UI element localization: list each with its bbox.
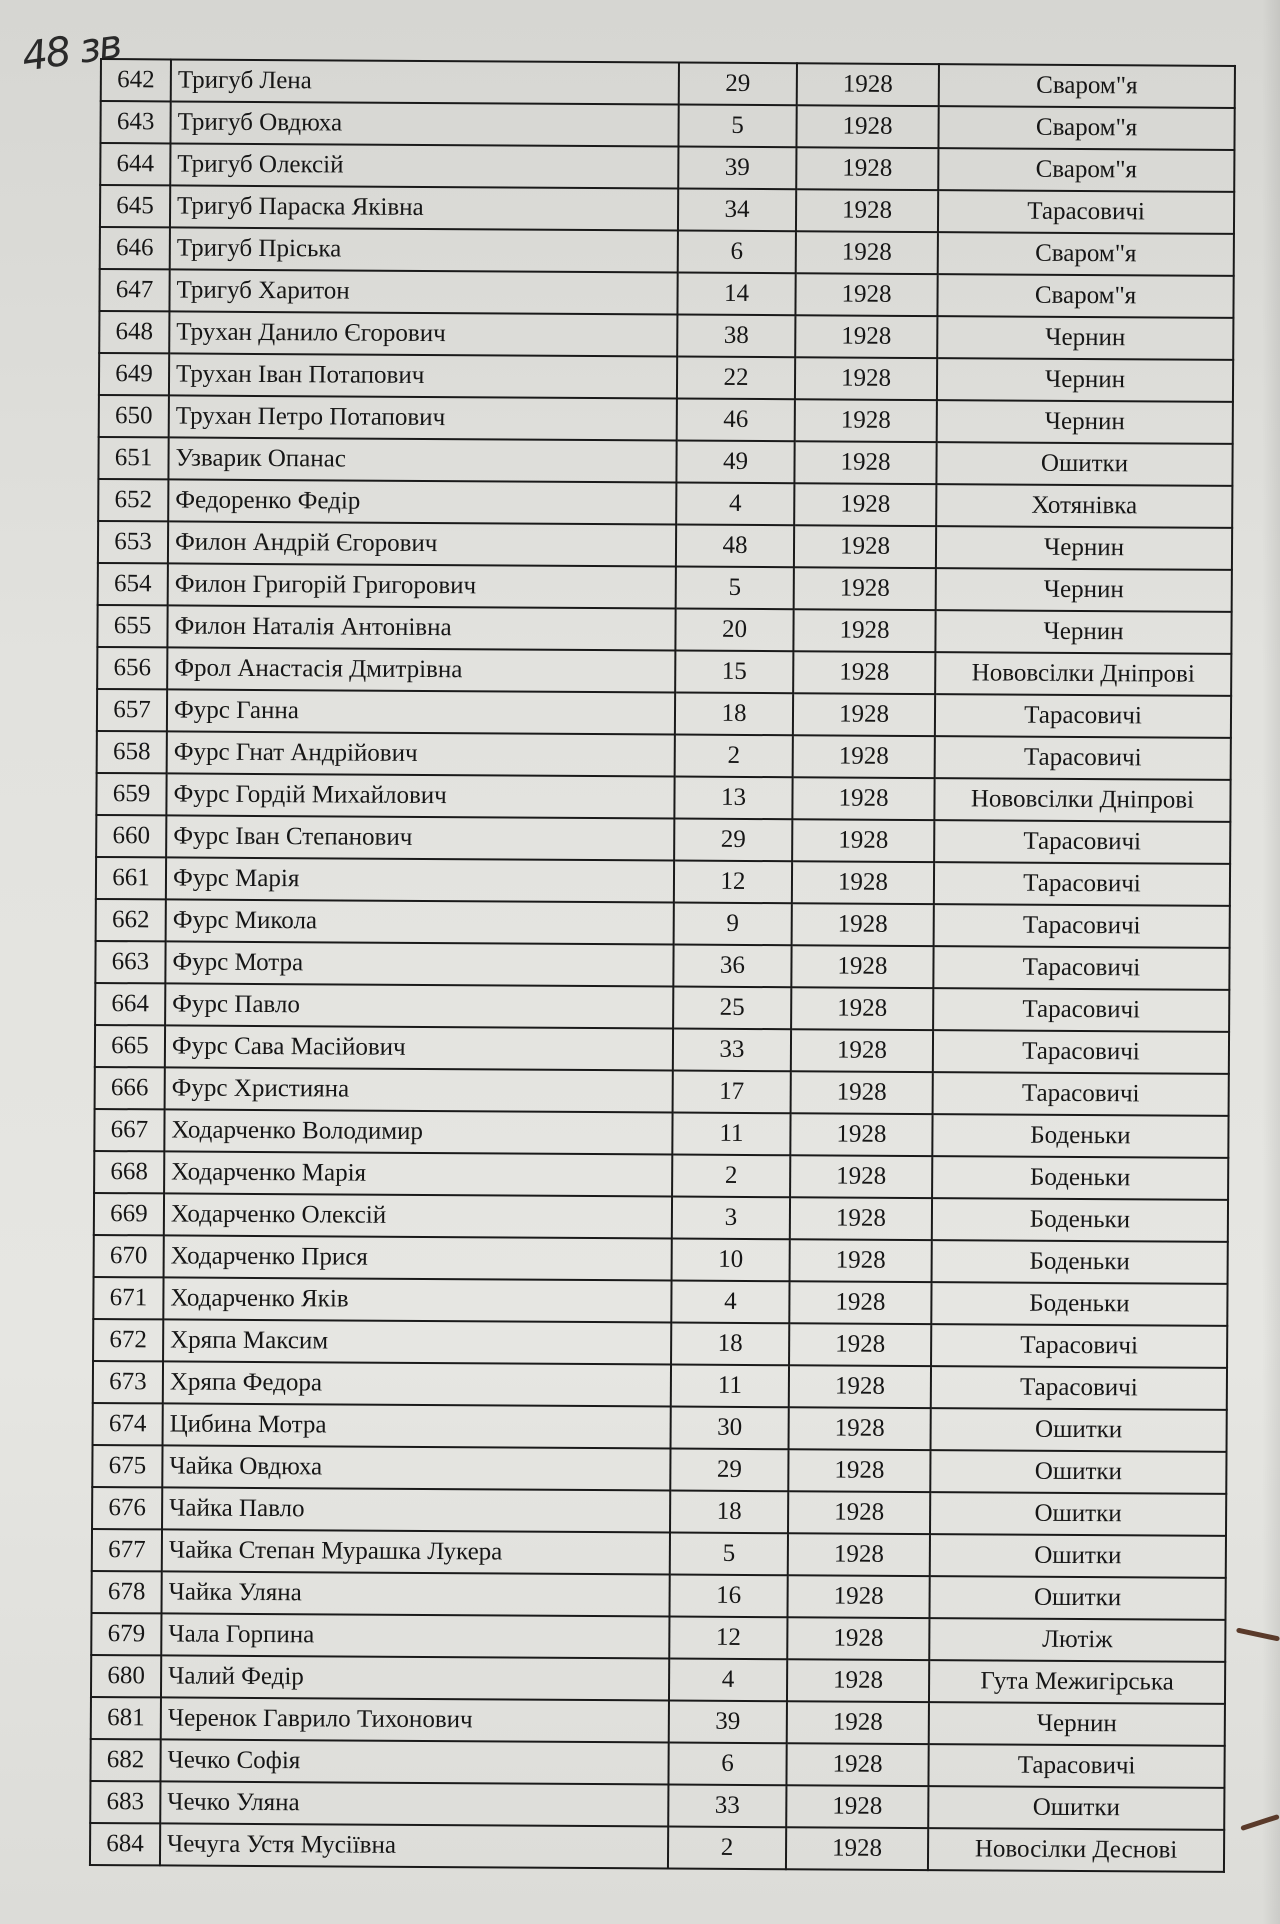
person-name: Филон Григорій Григорович [168, 563, 676, 608]
table-row [100, 185, 1234, 234]
table-row [94, 1235, 1228, 1284]
record-number: 660 [96, 815, 166, 857]
person-age: 33 [668, 1785, 786, 1828]
records-table-wrapper [89, 58, 1222, 1873]
person-name: Чайка Павло [162, 1487, 670, 1532]
person-name: Тригуб Лена [171, 59, 679, 104]
table-row [96, 773, 1230, 822]
table-row [92, 1445, 1226, 1494]
record-year: 1928 [790, 1197, 932, 1240]
record-number: 657 [97, 689, 167, 731]
record-number: 672 [93, 1319, 163, 1361]
place-name: Ошитки [930, 1534, 1226, 1578]
record-number: 651 [98, 437, 168, 479]
record-number: 642 [101, 59, 171, 101]
person-age: 33 [673, 1029, 791, 1072]
place-name: Чернин [929, 1702, 1225, 1746]
person-name: Чалий Федір [161, 1655, 669, 1700]
table-row [99, 311, 1233, 360]
person-age: 46 [677, 399, 795, 442]
table-row [100, 227, 1234, 276]
table-row [97, 605, 1231, 654]
person-name: Фурс Гордій Михайлович [166, 773, 674, 818]
record-year: 1928 [789, 1407, 931, 1450]
record-number: 655 [97, 605, 167, 647]
table-row [93, 1319, 1227, 1368]
person-name: Фурс Микола [166, 899, 674, 944]
place-name: Тарасовичі [931, 1366, 1227, 1410]
person-age: 5 [676, 567, 794, 610]
person-age: 18 [671, 1323, 789, 1366]
person-name: Ходарченко Марія [164, 1151, 672, 1196]
person-age: 10 [672, 1239, 790, 1282]
person-name: Ходарченко Яків [163, 1277, 671, 1322]
place-name: Боденьки [932, 1198, 1228, 1242]
person-age: 22 [677, 357, 795, 400]
place-name: Ошитки [936, 442, 1232, 486]
place-name: Чернин [937, 316, 1233, 360]
person-age: 5 [670, 1533, 788, 1576]
person-age: 30 [671, 1407, 789, 1450]
person-name: Фурс Марія [166, 857, 674, 902]
record-number: 656 [97, 647, 167, 689]
person-age: 17 [673, 1071, 791, 1114]
place-name: Сваром"я [938, 148, 1234, 192]
place-name: Чернин [936, 526, 1232, 570]
table-row [99, 269, 1233, 318]
person-age: 3 [672, 1197, 790, 1240]
place-name: Тарасовичі [933, 946, 1229, 990]
place-name: Чернин [935, 610, 1231, 654]
person-age: 12 [669, 1617, 787, 1660]
record-year: 1928 [790, 1113, 932, 1156]
table-row [94, 1109, 1228, 1158]
person-name: Тригуб Пріська [170, 227, 678, 272]
person-name: Хряпа Максим [163, 1319, 671, 1364]
place-name: Сваром"я [938, 106, 1234, 150]
table-row [94, 1151, 1228, 1200]
person-age: 2 [675, 735, 793, 778]
record-number: 674 [93, 1403, 163, 1445]
record-year: 1928 [786, 1743, 928, 1786]
record-year: 1928 [788, 1533, 930, 1576]
table-row [91, 1613, 1225, 1662]
person-name: Узварик Опанас [168, 437, 676, 482]
person-name: Чечко Софія [160, 1739, 668, 1784]
table-row [97, 647, 1231, 696]
record-number: 665 [95, 1025, 165, 1067]
record-year: 1928 [796, 189, 938, 232]
person-age: 49 [676, 441, 794, 484]
person-age: 25 [673, 987, 791, 1030]
record-number: 646 [100, 227, 170, 269]
person-age: 16 [669, 1575, 787, 1618]
table-row [98, 437, 1232, 486]
person-age: 38 [677, 315, 795, 358]
person-age: 4 [676, 483, 794, 526]
person-name: Фурс Гнат Андрійович [167, 731, 675, 776]
place-name: Ошитки [929, 1576, 1225, 1620]
record-year: 1928 [791, 987, 933, 1030]
person-name: Фурс Мотра [165, 941, 673, 986]
person-name: Чала Горпина [161, 1613, 669, 1658]
record-year: 1928 [790, 1155, 932, 1198]
person-name: Фурс Павло [165, 983, 673, 1028]
table-row [98, 521, 1232, 570]
record-year: 1928 [796, 147, 938, 190]
record-number: 664 [95, 983, 165, 1025]
person-name: Чечуга Устя Мусіївна [160, 1823, 668, 1868]
record-number: 677 [92, 1529, 162, 1571]
place-name: Тарасовичі [933, 1072, 1229, 1116]
place-name: Нововсілки Дніпрові [935, 652, 1231, 696]
table-row [96, 899, 1230, 948]
place-name: Чернин [937, 358, 1233, 402]
table-row [92, 1571, 1226, 1620]
record-number: 658 [97, 731, 167, 773]
table-row [94, 1193, 1228, 1242]
table-row [95, 1067, 1229, 1116]
place-name: Новосілки Деснові [928, 1828, 1224, 1872]
person-name: Чайка Уляна [161, 1571, 669, 1616]
table-row [91, 1655, 1225, 1704]
records-table-body [90, 59, 1235, 1872]
records-table [89, 58, 1236, 1873]
record-number: 659 [96, 773, 166, 815]
person-name: Фурс Іван Степанович [166, 815, 674, 860]
record-number: 679 [91, 1613, 161, 1655]
record-number: 661 [96, 857, 166, 899]
record-number: 667 [94, 1109, 164, 1151]
record-number: 666 [95, 1067, 165, 1109]
record-number: 682 [90, 1739, 160, 1781]
table-row [99, 395, 1233, 444]
person-name: Фурс Ганна [167, 689, 675, 734]
record-number: 683 [90, 1781, 160, 1823]
person-age: 13 [674, 777, 792, 820]
table-row [90, 1823, 1224, 1872]
record-year: 1928 [787, 1617, 929, 1660]
place-name: Тарасовичі [934, 904, 1230, 948]
table-row [101, 59, 1235, 108]
person-age: 2 [668, 1827, 786, 1870]
place-name: Сваром"я [938, 232, 1234, 276]
record-year: 1928 [789, 1281, 931, 1324]
person-name: Чайка Степан Мурашка Лукера [162, 1529, 670, 1574]
table-row [96, 857, 1230, 906]
person-age: 20 [675, 609, 793, 652]
record-number: 681 [91, 1697, 161, 1739]
record-year: 1928 [794, 483, 936, 526]
place-name: Хотянівка [936, 484, 1232, 528]
record-year: 1928 [796, 231, 938, 274]
table-row [97, 731, 1231, 780]
table-row [98, 563, 1232, 612]
record-number: 684 [90, 1823, 160, 1865]
place-name: Тарасовичі [935, 736, 1231, 780]
record-year: 1928 [795, 315, 937, 358]
record-number: 668 [94, 1151, 164, 1193]
person-name: Фурс Християна [165, 1067, 673, 1112]
record-year: 1928 [788, 1449, 930, 1492]
person-age: 29 [674, 819, 792, 862]
record-year: 1928 [789, 1365, 931, 1408]
place-name: Чернин [936, 568, 1232, 612]
person-age: 39 [678, 147, 796, 190]
table-row [96, 815, 1230, 864]
place-name: Лютіж [929, 1618, 1225, 1662]
table-row [93, 1361, 1227, 1410]
place-name: Боденьки [932, 1114, 1228, 1158]
person-age: 39 [669, 1701, 787, 1744]
person-name: Хряпа Федора [163, 1361, 671, 1406]
place-name: Тарасовичі [934, 862, 1230, 906]
record-number: 654 [98, 563, 168, 605]
record-year: 1928 [795, 273, 937, 316]
record-year: 1928 [794, 567, 936, 610]
record-year: 1928 [793, 735, 935, 778]
table-row [92, 1529, 1226, 1578]
record-number: 670 [94, 1235, 164, 1277]
record-year: 1928 [792, 861, 934, 904]
record-year: 1928 [790, 1239, 932, 1282]
place-name: Тарасовичі [935, 694, 1231, 738]
table-row [95, 1025, 1229, 1074]
record-number: 644 [100, 143, 170, 185]
person-age: 48 [676, 525, 794, 568]
table-row [98, 479, 1232, 528]
record-year: 1928 [793, 651, 935, 694]
record-year: 1928 [797, 63, 939, 106]
record-number: 662 [96, 899, 166, 941]
table-row [100, 101, 1234, 150]
person-name: Трухан Петро Потапович [169, 395, 677, 440]
person-age: 36 [673, 945, 791, 988]
person-age: 18 [670, 1491, 788, 1534]
person-name: Трухан Данило Єгорович [169, 311, 677, 356]
person-name: Тригуб Олексій [170, 143, 678, 188]
record-year: 1928 [793, 693, 935, 736]
person-name: Черенок Гаврило Тихонович [161, 1697, 669, 1742]
record-year: 1928 [792, 903, 934, 946]
place-name: Тарасовичі [934, 820, 1230, 864]
person-age: 4 [669, 1659, 787, 1702]
place-name: Чернин [937, 400, 1233, 444]
person-age: 11 [671, 1365, 789, 1408]
record-year: 1928 [792, 819, 934, 862]
record-year: 1928 [788, 1491, 930, 1534]
record-number: 648 [99, 311, 169, 353]
person-age: 11 [672, 1113, 790, 1156]
place-name: Нововсілки Дніпрові [934, 778, 1230, 822]
person-name: Федоренко Федір [168, 479, 676, 524]
record-number: 676 [92, 1487, 162, 1529]
table-row [91, 1697, 1225, 1746]
person-name: Ходарченко Прися [164, 1235, 672, 1280]
person-name: Чайка Овдюха [162, 1445, 670, 1490]
table-row [100, 143, 1234, 192]
person-name: Филон Андрій Єгорович [168, 521, 676, 566]
record-year: 1928 [791, 1029, 933, 1072]
person-name: Тригуб Параска Яківна [170, 185, 678, 230]
place-name: Гута Межигірська [929, 1660, 1225, 1704]
person-age: 29 [679, 63, 797, 106]
person-age: 14 [677, 273, 795, 316]
table-row [92, 1487, 1226, 1536]
table-row [90, 1781, 1224, 1830]
place-name: Тарасовичі [938, 190, 1234, 234]
person-name: Фрол Анастасія Дмитрівна [167, 647, 675, 692]
record-year: 1928 [794, 525, 936, 568]
person-name: Чечко Уляна [160, 1781, 668, 1826]
place-name: Ошитки [931, 1408, 1227, 1452]
table-row [93, 1277, 1227, 1326]
person-age: 34 [678, 189, 796, 232]
record-number: 653 [98, 521, 168, 563]
table-row [95, 941, 1229, 990]
record-year: 1928 [789, 1323, 931, 1366]
place-name: Тарасовичі [933, 1030, 1229, 1074]
person-name: Ходарченко Володимир [164, 1109, 672, 1154]
record-year: 1928 [787, 1659, 929, 1702]
record-year: 1928 [793, 609, 935, 652]
record-number: 649 [99, 353, 169, 395]
record-year: 1928 [791, 1071, 933, 1114]
place-name: Боденьки [932, 1156, 1228, 1200]
record-number: 671 [93, 1277, 163, 1319]
place-name: Сваром"я [937, 274, 1233, 318]
place-name: Тарасовичі [933, 988, 1229, 1032]
person-name: Трухан Іван Потапович [169, 353, 677, 398]
person-age: 6 [668, 1743, 786, 1786]
place-name: Ошитки [930, 1450, 1226, 1494]
record-year: 1928 [791, 945, 933, 988]
place-name: Боденьки [931, 1282, 1227, 1326]
person-name: Тригуб Овдюха [170, 101, 678, 146]
person-name: Ходарченко Олексій [164, 1193, 672, 1238]
person-name: Филон Наталія Антонівна [167, 605, 675, 650]
record-year: 1928 [792, 777, 934, 820]
person-name: Цибина Мотра [163, 1403, 671, 1448]
table-row [93, 1403, 1227, 1452]
record-year: 1928 [786, 1827, 928, 1870]
record-number: 669 [94, 1193, 164, 1235]
record-number: 643 [100, 101, 170, 143]
table-row [90, 1739, 1224, 1788]
handwritten-page-number: 48 зв [19, 21, 124, 81]
record-number: 645 [100, 185, 170, 227]
person-age: 2 [672, 1155, 790, 1198]
place-name: Ошитки [928, 1786, 1224, 1830]
person-name: Тригуб Харитон [169, 269, 677, 314]
place-name: Ошитки [930, 1492, 1226, 1536]
person-age: 6 [678, 231, 796, 274]
place-name: Тарасовичі [928, 1744, 1224, 1788]
table-row [95, 983, 1229, 1032]
record-year: 1928 [795, 357, 937, 400]
place-name: Тарасовичі [931, 1324, 1227, 1368]
record-year: 1928 [786, 1785, 928, 1828]
record-year: 1928 [795, 399, 937, 442]
record-year: 1928 [796, 105, 938, 148]
record-year: 1928 [787, 1575, 929, 1618]
person-age: 29 [670, 1449, 788, 1492]
record-number: 647 [99, 269, 169, 311]
record-year: 1928 [787, 1701, 929, 1744]
person-age: 9 [674, 903, 792, 946]
record-number: 650 [99, 395, 169, 437]
place-name: Сваром"я [939, 64, 1235, 108]
record-number: 678 [92, 1571, 162, 1613]
record-number: 673 [93, 1361, 163, 1403]
person-name: Фурс Сава Масійович [165, 1025, 673, 1070]
table-row [97, 689, 1231, 738]
record-number: 663 [95, 941, 165, 983]
place-name: Боденьки [932, 1240, 1228, 1284]
person-age: 5 [678, 105, 796, 148]
person-age: 15 [675, 651, 793, 694]
person-age: 4 [671, 1281, 789, 1324]
record-number: 652 [98, 479, 168, 521]
record-number: 680 [91, 1655, 161, 1697]
person-age: 18 [675, 693, 793, 736]
record-number: 675 [92, 1445, 162, 1487]
record-year: 1928 [794, 441, 936, 484]
person-age: 12 [674, 861, 792, 904]
table-row [99, 353, 1233, 402]
